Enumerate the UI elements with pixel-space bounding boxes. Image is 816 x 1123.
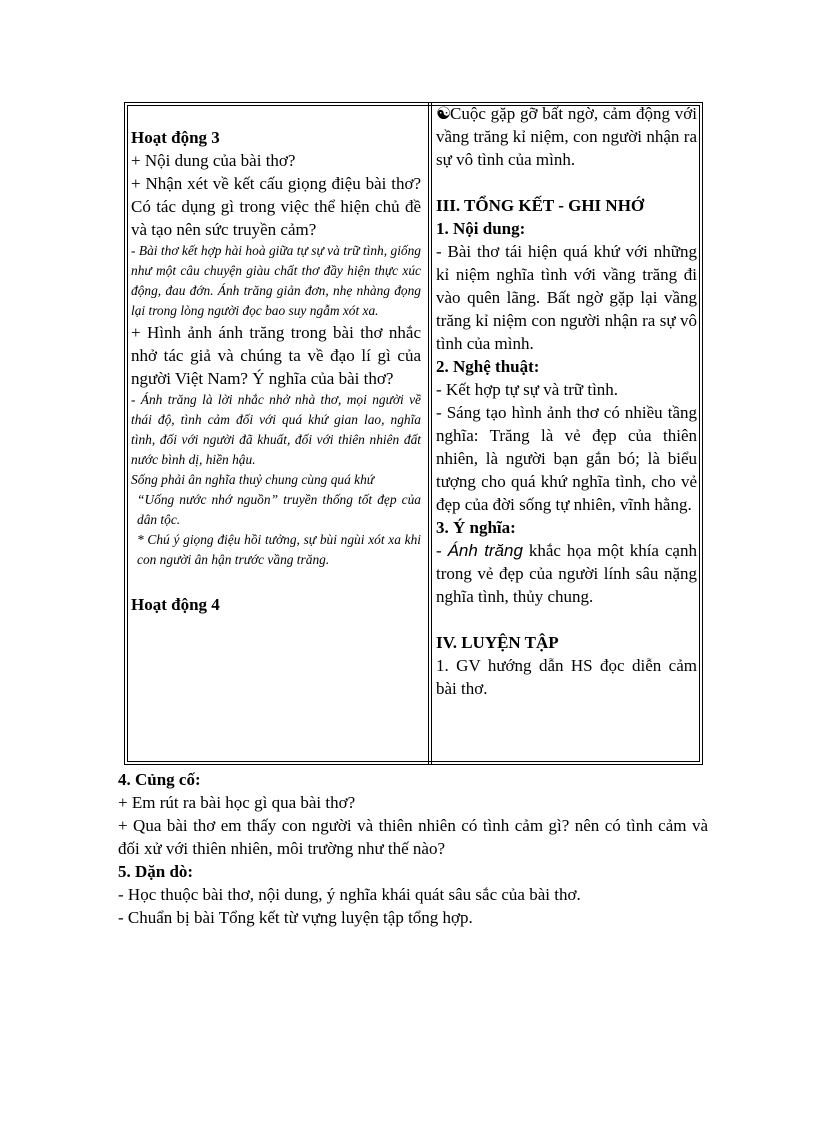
question-content: + Nội dung của bài thơ? bbox=[131, 151, 296, 170]
meaning-paragraph bbox=[436, 539, 697, 608]
art-heading: 2. Nghệ thuật: bbox=[436, 357, 540, 376]
homework-heading: 5. Dặn dò: bbox=[118, 862, 194, 881]
yin-yang-icon: ☯ bbox=[436, 104, 452, 123]
meaning-heading: 3. Ý nghĩa: bbox=[436, 518, 516, 537]
practice-paragraph: 1. GV hướng dẫn HS đọc diễn cảm bài thơ. bbox=[436, 656, 697, 698]
poem-title: Ánh trăng bbox=[447, 541, 523, 560]
question-moonlight-meaning: + Hình ảnh ánh trăng trong bài thơ nhắc nhở tác giả và chúng ta về đạo lí gì của người Việt Nam? Ý nghĩa của bài thơ? bbox=[131, 323, 421, 388]
consolidation-heading: 4. Củng cố: bbox=[118, 770, 201, 789]
section-practice-heading: IV. LUYỆN TẬP bbox=[436, 633, 559, 652]
consolidation-section bbox=[118, 768, 708, 929]
spacer bbox=[436, 608, 697, 631]
answer-tradition: “Uống nước nhớ nguồn” truyền thống tốt đẹp của dân tộc. bbox=[137, 492, 421, 527]
content-paragraph: - Bài thơ tái hiện quá khứ với những kỉ niệm nghĩa tình với vầng trăng đi vào quên lãng. Bất ngờ gặp lại vầng trăng kỉ niệm con người nhận ra sự vô tình của mình. bbox=[436, 242, 697, 353]
section-summary-heading: III. TỔNG KẾT - GHI NHỚ bbox=[436, 196, 645, 215]
intro-paragraph bbox=[436, 102, 697, 171]
intro-text: Cuộc gặp gỡ bất ngờ, cảm động với vầng trăng kỉ niệm, con người nhận ra sự vô tình của mình. bbox=[436, 104, 697, 169]
homework-item-1: - Học thuộc bài thơ, nội dung, ý nghĩa khái quát sâu sắc của bài thơ. bbox=[118, 885, 581, 904]
column-divider bbox=[428, 102, 429, 765]
meaning-text: khắc họa một khía cạnh trong vẻ đẹp của người lính sâu nặng nghĩa tình, thủy chung. bbox=[436, 541, 697, 606]
answer-moonlight-reminder: - Ánh trăng là lời nhắc nhở nhà thơ, mọi người về thái độ, tình cảm đối với quá khứ gian lao, nghĩa tình, đối với người đã khuất, đối với thiên nhiên đất nước bình dị, hiền hậu. bbox=[131, 392, 421, 467]
answer-faithfulness: Sống phải ân nghĩa thuỷ chung cùng quá khứ bbox=[131, 472, 375, 487]
answer-structure-tone: - Bài thơ kết hợp hài hoà giữa tự sự và trữ tình, giống như một câu chuyện giàu chất thơ đầy hiện thực xúc động, đau đớn. Ánh trăng giản đơn, nhẹ nhàng đọng lại trong lòng người đọc bao suy ngẫm xót xa. bbox=[131, 243, 421, 318]
activity-3-heading: Hoạt động 3 bbox=[131, 128, 220, 147]
content-column bbox=[436, 102, 697, 700]
content-heading: 1. Nội dung: bbox=[436, 219, 526, 238]
activity-4-heading: Hoạt động 4 bbox=[131, 595, 220, 614]
question-structure-tone: + Nhận xét về kết cấu giọng điệu bài thơ? Có tác dụng gì trong việc thể hiện chủ đề và tạo nên sức truyền cảm? bbox=[131, 174, 421, 239]
meaning-dash: - bbox=[436, 541, 448, 560]
consolidation-question-1: + Em rút ra bài học gì qua bài thơ? bbox=[118, 793, 356, 812]
homework-item-2: - Chuẩn bị bài Tổng kết từ vựng luyện tập tổng hợp. bbox=[118, 908, 473, 927]
teacher-activities-column bbox=[131, 126, 421, 616]
spacer bbox=[131, 570, 421, 593]
art-point-2: - Sáng tạo hình ảnh thơ có nhiều tầng nghĩa: Trăng là vẻ đẹp của thiên nhiên, là người bạn gắn bó; là biểu tượng cho quá khứ nghĩa tình, cho vẻ đẹp của đời sống tự nhiên, vĩnh hằng. bbox=[436, 403, 697, 514]
consolidation-question-2: + Qua bài thơ em thấy con người và thiên nhiên có tình cảm gì? nên có tình cảm và đối xử với thiên nhiên, môi trường như thế nào? bbox=[118, 816, 708, 858]
spacer bbox=[436, 171, 697, 194]
column-divider-inner bbox=[431, 102, 432, 765]
answer-note: * Chú ý giọng điệu hồi tưởng, sự bùi ngùi xót xa khi con người ân hận trước vầng trăng. bbox=[137, 532, 421, 567]
art-point-1: - Kết hợp tự sự và trữ tình. bbox=[436, 380, 619, 399]
